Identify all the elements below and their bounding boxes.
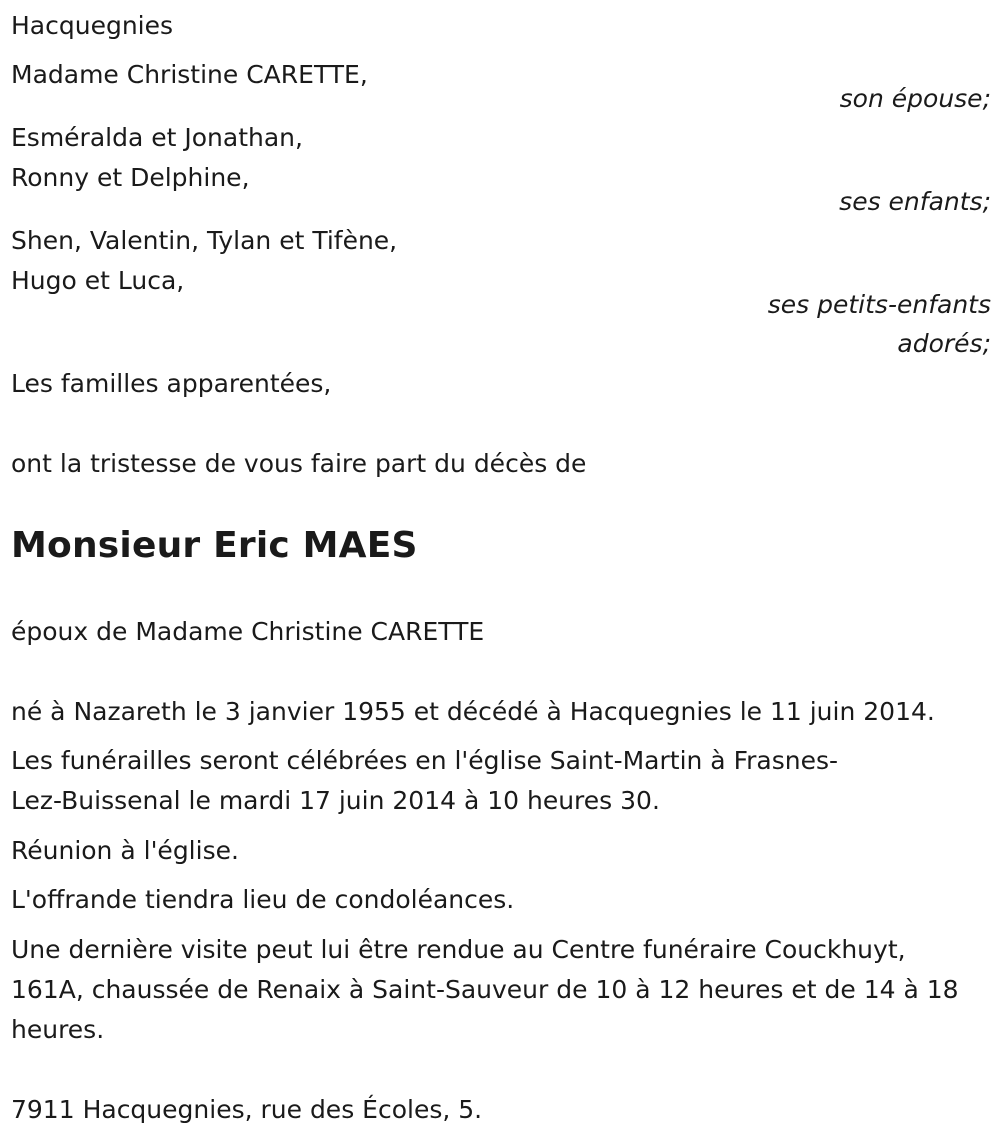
- visit-line-3: heures.: [11, 1015, 105, 1044]
- address: 7911 Hacquegnies, rue des Écoles, 5.: [11, 1095, 483, 1124]
- children-line-2: Ronny et Delphine,: [11, 163, 250, 192]
- grandchildren-role-line-2: adorés;: [897, 329, 991, 358]
- funeral-line-1: Les funérailles seront célébrées en l'église Saint-Martin à Frasnes-: [11, 746, 839, 775]
- birth-death: né à Nazareth le 3 janvier 1955 et décédé à Hacquegnies le 11 juin 2014.: [11, 697, 935, 726]
- relation: époux de Madame Christine CARETTE: [11, 617, 485, 646]
- offering: L'offrande tiendra lieu de condoléances.: [11, 885, 515, 914]
- header-place: Hacquegnies: [11, 11, 174, 40]
- spouse-name: Madame Christine CARETTE,: [11, 60, 368, 89]
- visit-line-2: 161A, chaussée de Renaix à Saint-Sauveur de 10 à 12 heures et de 14 à 18: [11, 975, 959, 1004]
- funeral-line-2: Lez-Buissenal le mardi 17 juin 2014 à 10 heures 30.: [11, 786, 660, 815]
- grandchildren-role-line-1: ses petits-enfants: [767, 290, 991, 319]
- meeting: Réunion à l'église.: [11, 836, 239, 865]
- visit-line-1: Une dernière visite peut lui être rendue au Centre funéraire Couckhuyt,: [11, 935, 906, 964]
- related-families: Les familles apparentées,: [11, 369, 332, 398]
- children-line-1: Esméralda et Jonathan,: [11, 123, 303, 152]
- grandchildren-line-1: Shen, Valentin, Tylan et Tifène,: [11, 226, 398, 255]
- deceased-name: Monsieur Eric MAES: [11, 525, 418, 566]
- announcement: ont la tristesse de vous faire part du décès de: [11, 449, 587, 478]
- children-role: ses enfants;: [839, 187, 991, 216]
- spouse-role: son épouse;: [839, 84, 991, 113]
- grandchildren-line-2: Hugo et Luca,: [11, 266, 185, 295]
